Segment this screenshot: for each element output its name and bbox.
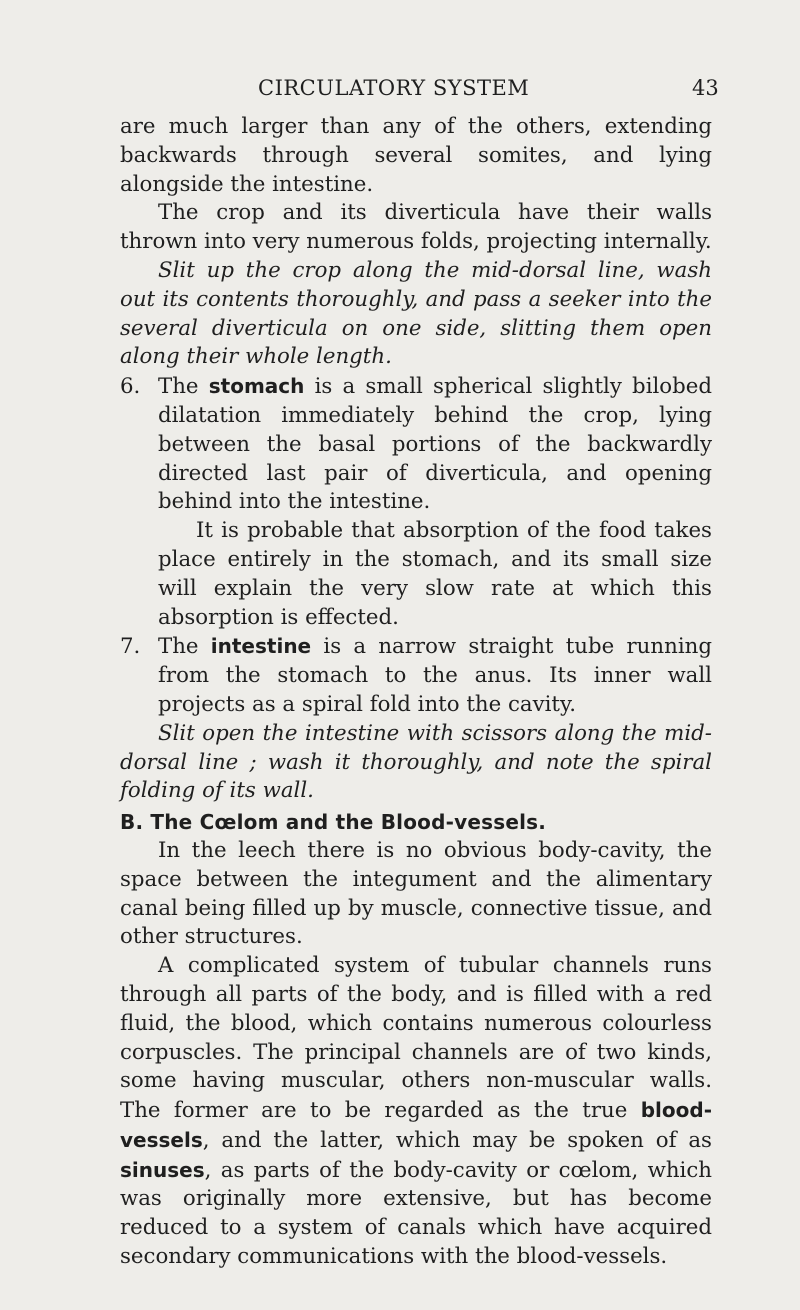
item-text: is a narrow straight tube running from the stomach to the anus. Its inner wall projects as a spiral fold into the cavity. xyxy=(158,634,712,717)
numbered-item-7 xyxy=(120,632,712,719)
paragraph-text: , and the latter, which may be spoken of as xyxy=(202,1127,712,1153)
paragraph-text: A complicated system of tubular channels runs through all parts of the body, and is filled with a red fluid, the blood, which contains numerous colourless corpuscles. The principal channels are of two kinds, some having muscular, others non-muscular walls. The former are to be regarded as the true xyxy=(120,953,712,1124)
instruction-paragraph xyxy=(120,257,712,372)
section-heading: B. The Cœlom and the Blood-vessels. xyxy=(120,810,547,835)
paragraph-text: , as parts of the body-cavity or cœlom, which was originally more extensive, but has become reduced to a system of canals which have acquired secondary communications with the blood-vessels. xyxy=(120,1157,712,1270)
item-number: 7. xyxy=(120,634,141,660)
numbered-item-6-continuation xyxy=(120,517,712,632)
running-head-title: CIRCULATORY SYSTEM xyxy=(258,76,530,100)
paragraph xyxy=(120,199,712,257)
term-stomach: stomach xyxy=(208,374,305,399)
running-head xyxy=(0,76,800,106)
item-text: is a small spherical slightly bilobed dilatation immediately behind the crop, lying between the basal portions of the backwardly directed last pair of diverticula, and opening behind into the intestine. xyxy=(158,374,713,515)
paragraph-text: are much larger than any of the others, extending backwards through several somites, and lying alongside the intestine. xyxy=(120,114,712,197)
page-number: 43 xyxy=(692,76,719,100)
item-number: 6. xyxy=(120,374,141,400)
paragraph xyxy=(120,837,712,952)
paragraph-text: The crop and its diverticula have their walls thrown into very numerous folds, projecting internally. xyxy=(120,200,712,255)
paragraph-text: In the leech there is no obvious body-cavity, the space between the integument and the alimentary canal being filled up by muscle, connective tissue, and other structures. xyxy=(120,837,712,950)
paragraph xyxy=(120,952,712,1272)
paragraph-continuation xyxy=(120,113,712,199)
term-intestine: intestine xyxy=(210,634,312,659)
term-sinuses: sinuses xyxy=(120,1157,205,1182)
numbered-item-6 xyxy=(120,372,712,517)
term-blood-vessels: blood-vessels xyxy=(120,1098,712,1152)
instruction-paragraph xyxy=(120,720,712,806)
paragraph-text: It is probable that absorption of the food takes place entirely in the stomach, and its small size will explain the very slow rate at which this absorption is effected. xyxy=(158,518,712,630)
instruction-text: Slit open the intestine with scissors along the mid-dorsal line ; wash it thoroughly, and note the spiral folding of its wall. xyxy=(120,720,712,804)
instruction-text: Slit up the crop along the mid-dorsal line, wash out its contents thoroughly, and pass a seeker into the several diverticula on one side, slitting them open along their whole length. xyxy=(120,257,712,370)
item-text: The xyxy=(158,374,209,400)
body-text xyxy=(120,113,712,1272)
item-text: The xyxy=(158,634,211,660)
